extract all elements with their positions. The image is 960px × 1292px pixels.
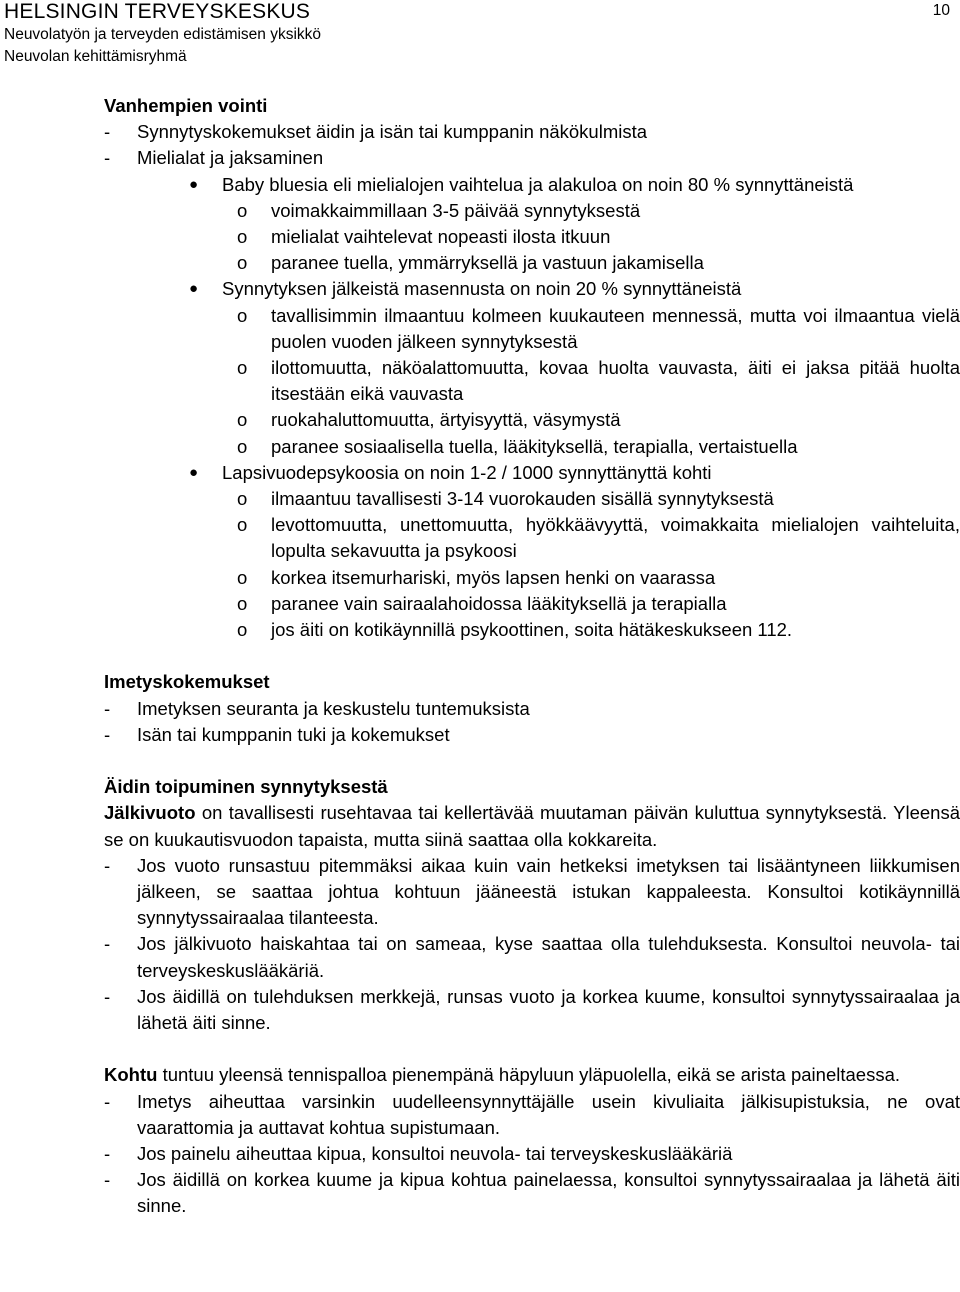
sub-bullet-text: ruokahaluttomuutta, ärtyisyyttä, väsymystä: [271, 409, 621, 431]
circle-bullet-icon: o: [237, 199, 248, 221]
sub-bullet-text: jos äiti on kotikäynnillä psykoottinen, soita hätäkeskukseen 112.: [271, 619, 793, 641]
page-header: [4, 0, 321, 68]
sub-bullet-text: korkea itsemurhariski, myös lapsen henki on vaarassa: [271, 566, 716, 588]
sub-bullet-text: voimakkaimmillaan 3-5 päivää synnytyksestä: [271, 199, 641, 221]
sub-bullet-text: mielialat vaihtelevat nopeasti ilosta itkuun: [271, 226, 611, 248]
circle-bullet-icon: o: [237, 514, 248, 536]
circle-bullet-icon: o: [237, 304, 248, 326]
dash-item: - Jos painelu aiheuttaa kipua, konsultoi neuvola- tai terveyskeskuslääkäriä: [104, 1141, 960, 1167]
dash-item: - Imetys aiheuttaa varsinkin uudelleensynnyttäjälle usein kivuliaita jälkisupistuksia, ne ovat vaarattomia ja auttavat kohtua supistumaan.: [104, 1089, 960, 1141]
dash-item: - Synnytyskokemukset äidin ja isän tai kumppanin näkökulmista: [104, 119, 960, 145]
circle-bullet-icon: o: [237, 357, 248, 379]
paragraph-text: on tavallisesti rusehtavaa tai kellertävää muutaman päivän kuluttua synnytyksestä. Yleensä se on kuukautisvuodon tapaista, mutta siinä saattaa olla kokkareita.: [104, 802, 960, 850]
sub-bullet-text: ilottomuutta, näköalattomuutta, kovaa huolta vauvasta, äiti ei jaksa pitää huolta itsestään eikä vauvasta: [271, 357, 960, 405]
page-number: 10: [932, 2, 950, 19]
sub-bullet-item: [104, 355, 960, 407]
sub-bullet-item: [104, 434, 960, 460]
circle-bullet-icon: o: [237, 435, 248, 457]
dash-item: - Jos äidillä on korkea kuume ja kipua kohtua painelaessa, konsultoi synnytyssairaalaa ja lähetä äiti sinne.: [104, 1167, 960, 1219]
paragraph: [104, 800, 960, 852]
sub-bullet-text: paranee sosiaalisella tuella, lääkityksellä, terapialla, vertaistuella: [271, 435, 798, 457]
section-heading: Vanhempien vointi: [104, 95, 268, 116]
document-body: [104, 93, 960, 1220]
circle-bullet-icon: o: [237, 566, 248, 588]
circle-bullet-icon: o: [237, 488, 248, 510]
paragraph: [104, 1062, 960, 1088]
term-bold: Jälkivuoto: [104, 802, 196, 824]
circle-bullet-icon: o: [237, 226, 248, 248]
unit-name: Neuvolatyön ja terveyden edistämisen yksikkö: [4, 26, 322, 43]
sub-bullet-item: [104, 486, 960, 512]
dash-item: - Jos äidillä on tulehduksen merkkejä, runsas vuoto ja korkea kuume, konsultoi synnytyssairaalaa ja lähetä äiti sinne.: [104, 984, 960, 1036]
section-heading: Imetyskokemukset: [104, 671, 270, 693]
group-name: Neuvolan kehittämisryhmä: [4, 48, 187, 65]
bullet-icon: ●: [189, 280, 199, 298]
bullet-text: Baby bluesia eli mielialojen vaihtelua ja alakuloa on noin 80 % synnyttäneistä: [222, 173, 854, 195]
dash-item: - Isän tai kumppanin tuki ja kokemukset: [104, 722, 960, 748]
sub-bullet-item: [104, 224, 960, 250]
spacer: [104, 748, 960, 774]
sub-bullet-text: paranee tuella, ymmärryksellä ja vastuun jakamisella: [271, 252, 704, 274]
circle-bullet-icon: o: [237, 409, 248, 431]
section-heading: Äidin toipuminen synnytyksestä: [104, 776, 388, 798]
spacer: [104, 1036, 960, 1062]
sub-bullet-item: [104, 303, 960, 355]
sub-bullet-text: tavallisimmin ilmaantuu kolmeen kuukauteen mennessä, mutta voi ilmaantua vielä puolen vuoden jälkeen synnytyksestä: [271, 304, 960, 352]
sub-bullet-item: [104, 407, 960, 433]
bullet-text: Lapsivuodepsykoosia on noin 1-2 / 1000 synnyttänyttä kohti: [222, 461, 712, 483]
sub-bullet-item: [104, 512, 960, 564]
bullet-icon: ●: [189, 463, 199, 481]
circle-bullet-icon: o: [237, 252, 248, 274]
sub-bullet-text: levottomuutta, unettomuutta, hyökkäävyyttä, voimakkaita mielialojen vaihteluita, lopulta sekavuutta ja psykoosi: [271, 514, 960, 562]
bullet-text: Synnytyksen jälkeistä masennusta on noin 20 % synnyttäneistä: [222, 278, 742, 300]
dash-item: - Mielialat ja jaksaminen: [104, 145, 960, 171]
sub-bullet-item: [104, 250, 960, 276]
circle-bullet-icon: o: [237, 619, 248, 641]
spacer: [104, 643, 960, 669]
bullet-item: [104, 276, 960, 302]
bullet-item: [104, 460, 960, 486]
term-bold: Kohtu: [104, 1064, 158, 1086]
sub-bullet-item: [104, 617, 960, 643]
sub-bullet-item: [104, 198, 960, 224]
dash-item: - Jos vuoto runsastuu pitemmäksi aikaa kuin vain hetkeksi imetyksen tai lisääntyneen liikkumisen jälkeen, se saattaa johtua kohtuun jääneestä istukan kappaleesta. Konsultoi kotikäynnillä synnytyssairaalaa tilanteesta.: [104, 853, 960, 932]
bullet-icon: ●: [189, 175, 199, 193]
sub-bullet-text: paranee vain sairaalahoidossa lääkityksellä ja terapialla: [271, 592, 727, 614]
paragraph-text: tuntuu yleensä tennispalloa pienempänä häpyluun yläpuolella, eikä se arista paineltaessa.: [157, 1064, 901, 1086]
circle-bullet-icon: o: [237, 592, 248, 614]
dash-item: - Imetyksen seuranta ja keskustelu tuntemuksista: [104, 696, 960, 722]
dash-item: - Jos jälkivuoto haiskahtaa tai on sameaa, kyse saattaa olla tulehduksesta. Konsultoi neuvola- tai terveyskeskuslääkäriä.: [104, 931, 960, 983]
sub-bullet-text: ilmaantuu tavallisesti 3-14 vuorokauden sisällä synnytyksestä: [271, 488, 774, 510]
organization-name: HELSINGIN TERVEYSKESKUS: [4, 0, 311, 23]
sub-bullet-item: [104, 565, 960, 591]
bullet-item: [104, 172, 960, 198]
sub-bullet-item: [104, 591, 960, 617]
